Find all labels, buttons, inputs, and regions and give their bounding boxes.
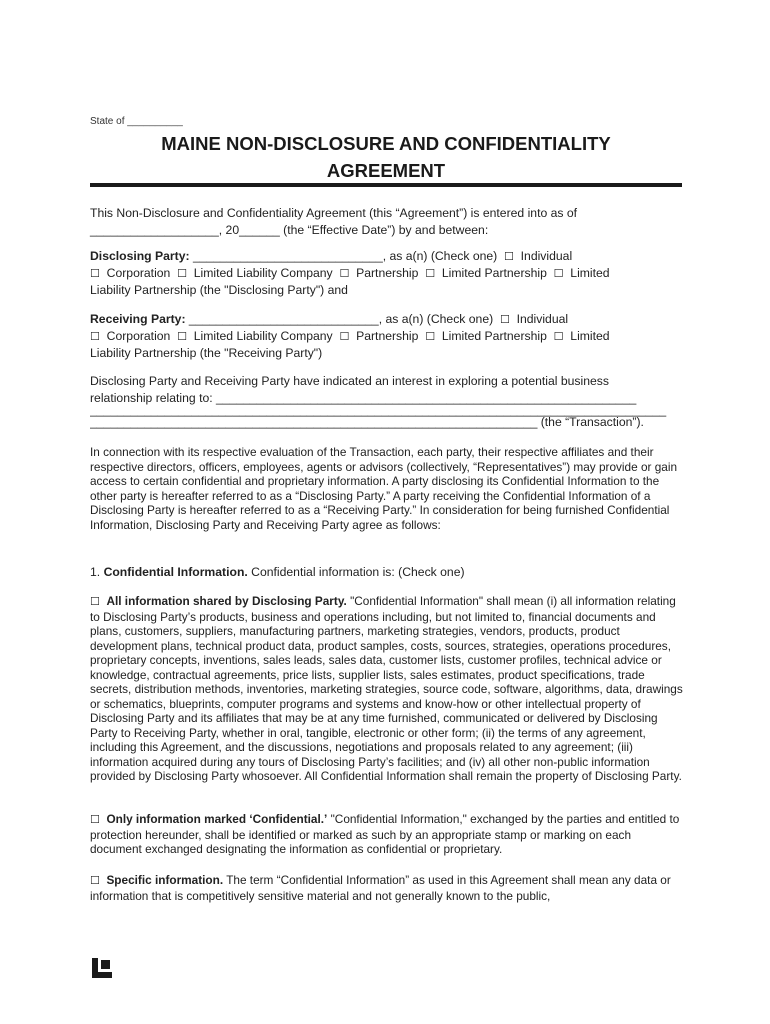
receiving-party-line-2 [90, 328, 690, 345]
section-1-number: 1. [90, 565, 101, 579]
option-corporation-label: Corporation [106, 329, 171, 343]
option-individual-label: Individual [516, 312, 569, 326]
transaction-line-4: __________________________________________________________________ (the “Transaction”). [90, 415, 644, 429]
disclosing-party-label: Disclosing Party: [90, 249, 190, 263]
checkbox-lp-disclosing[interactable]: ☐ [425, 267, 436, 280]
legal-templates-logo-icon [92, 958, 112, 978]
title-divider [90, 183, 682, 187]
option-marked-confidential [90, 812, 684, 857]
checkbox-specific-information[interactable]: ☐ [90, 874, 100, 887]
checkbox-lp-receiving[interactable]: ☐ [425, 330, 436, 343]
option-marked-text: "Confidential Information," exchanged by the parties and entitled to protection hereunder, shall be identified or marked as such by an appropriate stamp or marking on each document exchanged designating the information as confidential or proprietary. [90, 812, 680, 856]
state-line: State of __________ [90, 116, 183, 127]
option-partnership-label: Partnership [356, 266, 419, 280]
checkbox-partnership-disclosing[interactable]: ☐ [339, 267, 350, 280]
checkbox-llc-receiving[interactable]: ☐ [177, 330, 187, 343]
option-marked-heading: Only information marked ‘Confidential.’ [106, 812, 328, 826]
checkbox-individual-disclosing[interactable]: ☐ [504, 250, 514, 263]
disclosing-party-blank: ____________________________, as a(n) (Check one) [189, 249, 498, 263]
option-specific-text: The term “Confidential Information” as used in this Agreement shall mean any data or information that is competitively sensitive material and not generally known to the public, [90, 873, 671, 903]
option-individual-label: Individual [520, 249, 573, 263]
transaction-line-2: relationship relating to: ______________________________________________________________ [90, 391, 637, 405]
option-specific-information [90, 873, 684, 903]
disclosing-party-line-3: Liability Partnership (the "Disclosing Party") and [90, 283, 348, 297]
checkbox-llc-disclosing[interactable]: ☐ [177, 267, 187, 280]
checkbox-llp-disclosing[interactable]: ☐ [553, 267, 564, 280]
receiving-party-label: Receiving Party: [90, 312, 186, 326]
checkbox-corporation-receiving[interactable]: ☐ [90, 330, 100, 343]
option-llc-label: Limited Liability Company [193, 329, 333, 343]
option-limited-label: Limited [570, 329, 610, 343]
transaction-line-1: Disclosing Party and Receiving Party have indicated an interest in exploring a potential business [90, 374, 609, 388]
checkbox-llp-receiving[interactable]: ☐ [553, 330, 564, 343]
section-1-heading [90, 564, 690, 581]
title-line-1: MAINE NON-DISCLOSURE AND CONFIDENTIALITY [161, 133, 611, 154]
connection-paragraph: In connection with its respective evaluation of the Transaction, each party, their respective affiliates and their respective directors, officers, employees, agents or advisors (collectively, “Representatives”) may provide or gain access to certain confidential and proprietary information. A party disclosing its Confidential Information to the other party is hereafter referred to as a “Disclosing Party.” A party receiving the Confidential Information of a Disclosing Party is hereafter referred to as a “Receiving Party.” In consideration for being furnished Confidential Information, Disclosing Party and Receiving Party agree as follows: [90, 445, 678, 532]
option-specific-heading: Specific information. [106, 873, 224, 887]
receiving-party-line-3: Liability Partnership (the "Receiving Party") [90, 346, 323, 360]
checkbox-marked-confidential[interactable]: ☐ [90, 813, 100, 826]
intro-line-1: This Non-Disclosure and Confidentiality Agreement (this “Agreement”) is entered into as of [90, 206, 578, 220]
option-corporation-label: Corporation [106, 266, 171, 280]
option-all-heading: All information shared by Disclosing Party. [106, 594, 347, 608]
option-partnership-label: Partnership [356, 329, 419, 343]
checkbox-partnership-receiving[interactable]: ☐ [339, 330, 350, 343]
document-title [90, 130, 682, 184]
title-line-2: AGREEMENT [326, 160, 446, 181]
transaction-line-3: _____________________________________________________________________________________ [90, 403, 667, 417]
checkbox-individual-receiving[interactable]: ☐ [499, 313, 510, 326]
receiving-party-blank: ____________________________, as a(n) (Check one) [185, 312, 494, 326]
section-1-title: Confidential Information. [103, 565, 248, 579]
section-1-text: Confidential information is: (Check one) [247, 565, 465, 579]
option-lp-label: Limited Partnership [441, 266, 547, 280]
option-limited-label: Limited [570, 266, 610, 280]
checkbox-all-information[interactable]: ☐ [90, 595, 100, 608]
disclosing-party-line-2 [90, 265, 690, 282]
intro-line-2: ___________________, 20______ (the “Effective Date”) by and between: [90, 223, 489, 237]
receiving-party-line-1 [90, 311, 690, 328]
option-all-information [90, 594, 684, 784]
checkbox-corporation-disclosing[interactable]: ☐ [90, 267, 100, 280]
option-all-text: "Confidential Information" shall mean (i) all information relating to Disclosing Party’s products, business and operations including, but not limited to, financial documents and plans, customers, suppliers, manufacturing partners, marketing strategies, vendors, products, product development plans, technical product data, product samples, costs, sources, strategies, operations procedures, proprietary concepts, inventions, sales leads, sales data, customer lists, customer profiles, technical advice or knowledge, contractual agreements, price lists, supplier lists, sales estimates, product specifications, trade secrets, distribution methods, inventories, marketing strategies, source code, software, algorithms, data, drawings or schematics, blueprints, computer programs and systems and know-how or other intellectual property of Disclosing Party and its affiliates that may be at any time furnished, communicated or delivered by Disclosing Party to Receiving Party, whether in oral, tangible, electronic or other form; (ii) the terms of any agreement, including this Agreement, and the discussions, negotiations and proposals related to any agreement; (iii) information acquired during any tours of Disclosing Party’s facilities; and (iv) all other non-public information provided by Disclosing Party whosoever. All Confidential Information shall remain the property of Disclosing Party. [90, 594, 683, 783]
option-llc-label: Limited Liability Company [193, 266, 333, 280]
option-lp-label: Limited Partnership [441, 329, 547, 343]
disclosing-party-line-1 [90, 248, 690, 265]
